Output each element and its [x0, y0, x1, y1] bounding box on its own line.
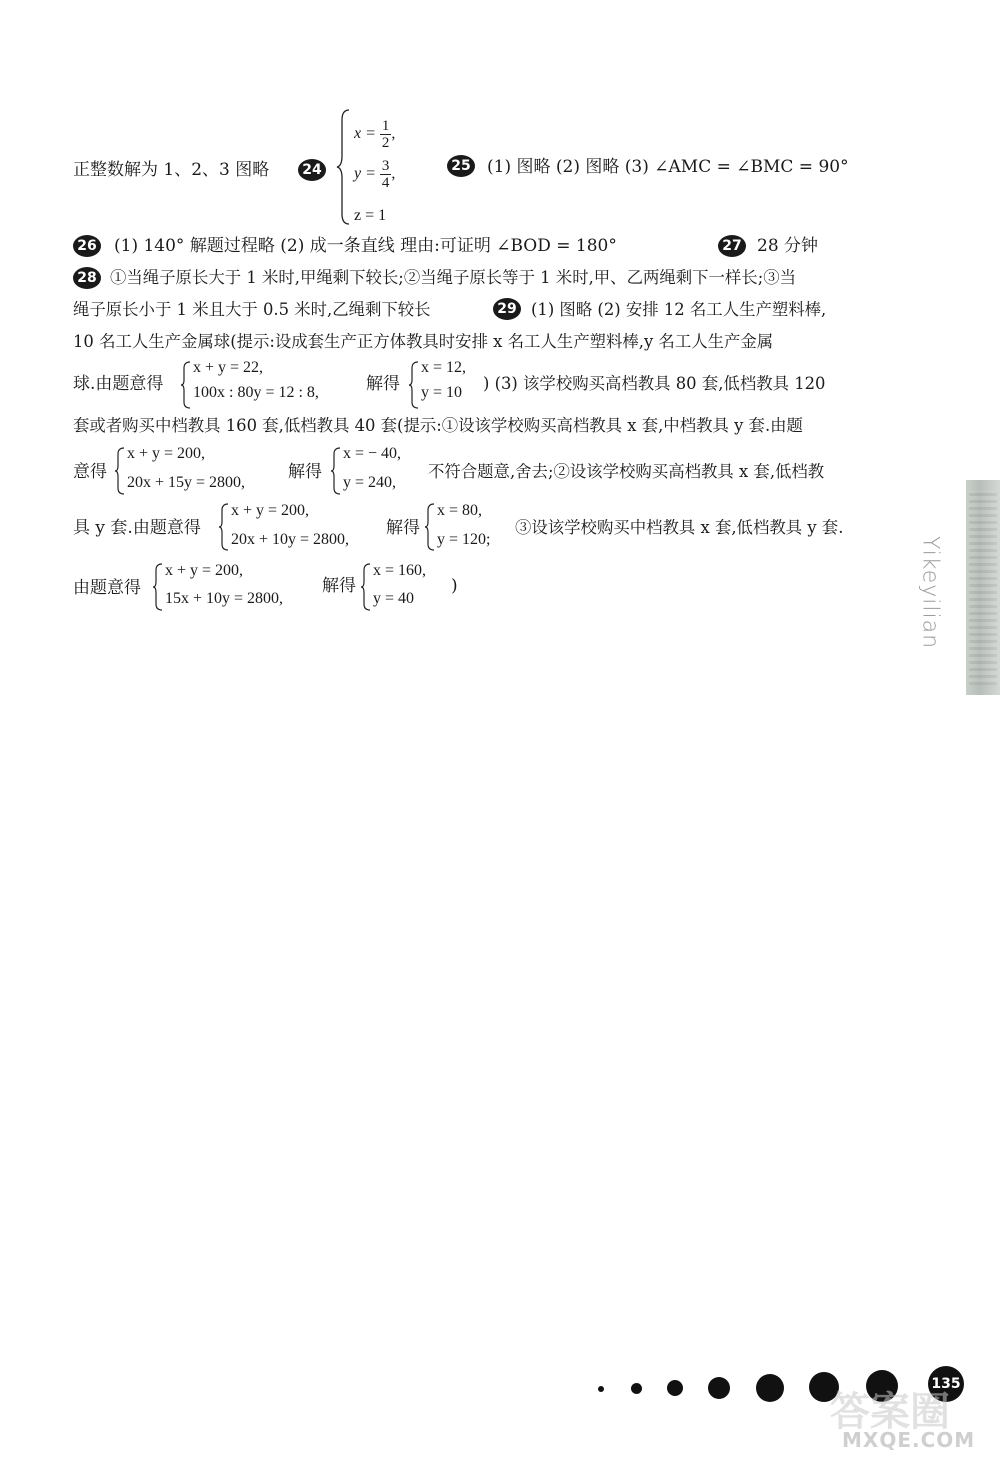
page-number: 135 — [928, 1366, 964, 1402]
system-brace-24 — [336, 108, 352, 226]
watermark-url: MXQE.COM — [842, 1428, 976, 1452]
line8-prefix: 意得 — [73, 462, 107, 482]
page-dot-1 — [598, 1386, 604, 1392]
answer-29-text: (1) 图略 (2) 安排 12 名工人生产塑料棒, — [531, 300, 827, 319]
line9-suffix: ③设该学校购买中档教具 x 套,低档教具 y 套. — [515, 518, 844, 537]
solution-c-line-2: y = 120; — [437, 531, 491, 548]
page-dot-2 — [631, 1383, 642, 1394]
system-c-line-2: 20x + 10y = 2800, — [231, 531, 350, 548]
line6-solve-label: 解得 — [366, 374, 400, 394]
line6-suffix: ) (3) 该学校购买高档教具 80 套,低档教具 120 — [483, 374, 826, 393]
solution-b-line-2: y = 240, — [343, 474, 397, 491]
solution-b-line-1: x = − 40, — [343, 445, 402, 462]
system-24-line-3: z = 1 — [354, 207, 387, 224]
solution-brace-c — [424, 502, 436, 552]
solution-a-line-2: y = 10 — [421, 384, 463, 401]
page-dot-4 — [708, 1377, 730, 1399]
solution-a-line-1: x = 12, — [421, 359, 467, 376]
line8-suffix: 不符合题意,舍去;②设该学校购买高档教具 x 套,低档教 — [428, 462, 825, 481]
line10-prefix: 由题意得 — [73, 578, 141, 598]
line9-prefix: 具 y 套.由题意得 — [73, 518, 201, 538]
page-dot-3 — [667, 1380, 683, 1396]
system-brace-a — [180, 360, 192, 410]
side-label: Yikeyilian — [917, 535, 943, 650]
answer-26-text: (1) 140° 解题过程略 (2) 成一条直线 理由:可证明 ∠BOD = 180° — [114, 236, 617, 256]
question-badge-24: 24 — [298, 159, 326, 181]
answer-line-1-prefix: 正整数解为 1、2、3 图略 — [73, 160, 270, 180]
line10-suffix: ) — [451, 576, 458, 596]
solution-brace-a — [408, 360, 420, 410]
system-brace-c — [218, 502, 230, 552]
solution-c-line-1: x = 80, — [437, 502, 483, 519]
solution-d-line-1: x = 160, — [373, 562, 427, 579]
system-brace-b — [114, 446, 126, 496]
solution-brace-b — [330, 446, 342, 496]
solution-brace-d — [360, 562, 372, 612]
answer-29-hint: 10 名工人生产金属球(提示:设成套生产正方体教具时安排 x 名工人生产塑料棒,y 名工人生产金属 — [73, 332, 774, 351]
system-c-line-1: x + y = 200, — [231, 502, 310, 519]
system-a-line-1: x + y = 22, — [193, 359, 264, 376]
system-b-line-1: x + y = 200, — [127, 445, 206, 462]
question-badge-25: 25 — [447, 155, 475, 177]
line10-solve-label: 解得 — [322, 576, 356, 596]
page-dot-5 — [756, 1374, 784, 1402]
answer-29-hint-continued: 套或者购买中档教具 160 套,低档教具 40 套(提示:①设该学校购买高档教具 x 套,中档教具 y 套.由题 — [73, 416, 803, 435]
line6-prefix: 球.由题意得 — [73, 374, 164, 394]
line9-solve-label: 解得 — [386, 518, 420, 538]
answer-25-text: (1) 图略 (2) 图略 (3) ∠AMC = ∠BMC = 90° — [487, 157, 849, 177]
question-badge-29: 29 — [493, 298, 521, 320]
system-brace-d — [152, 562, 164, 612]
side-tab-decoration — [966, 480, 1000, 695]
system-d-line-2: 15x + 10y = 2800, — [165, 590, 284, 607]
solution-d-line-2: y = 40 — [373, 590, 415, 607]
question-badge-26: 26 — [73, 235, 101, 257]
system-b-line-2: 20x + 15y = 2800, — [127, 474, 246, 491]
system-24-line-1: x = $\frac{1}{2}$ , — [354, 118, 396, 151]
system-a-line-2: 100x : 80y = 12 : 8, — [193, 384, 319, 401]
answer-28-continued: 绳子原长小于 1 米且大于 0.5 米时,乙绳剩下较长 — [73, 300, 431, 319]
system-24-line-2: y = $\frac{3}{4}$ , — [354, 158, 396, 191]
answer-27-text: 28 分钟 — [757, 236, 819, 256]
watermark-logo: 答案圈 — [830, 1389, 950, 1435]
answer-28-text: ①当绳子原长大于 1 米时,甲绳剩下较长;②当绳子原长等于 1 米时,甲、乙两绳剩下一样长;③当 — [110, 268, 797, 287]
question-badge-27: 27 — [718, 235, 746, 257]
question-badge-28: 28 — [73, 267, 101, 289]
system-d-line-1: x + y = 200, — [165, 562, 244, 579]
line8-solve-label: 解得 — [288, 462, 322, 482]
